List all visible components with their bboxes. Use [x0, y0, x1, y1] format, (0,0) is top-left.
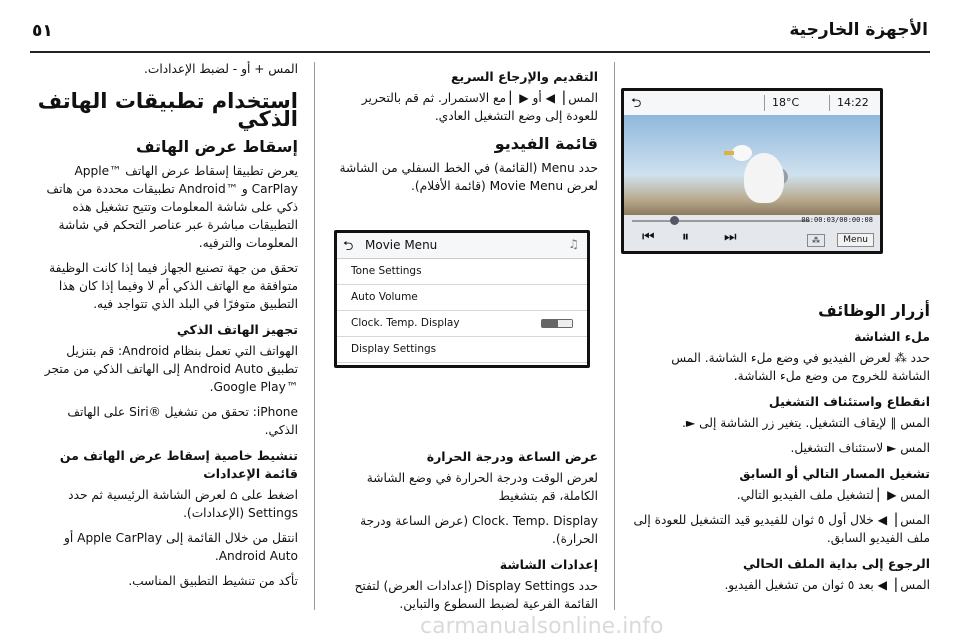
temperature: 18°C — [772, 96, 800, 109]
page-title: الأجهزة الخارجية — [789, 20, 928, 40]
section-heading: أزرار الوظائف — [818, 301, 930, 320]
pause-icon[interactable]: ⏸ — [682, 229, 689, 245]
subheading: إعدادات الشاشة — [499, 557, 598, 572]
paragraph: المس ∥ لإيقاف التشغيل. يتغير زر الشاشة إلى ►. — [682, 416, 930, 430]
clock-temp-toggle[interactable] — [541, 319, 573, 328]
main-heading: استخدام تطبيقات الهاتف الذكي — [37, 89, 298, 131]
watermark: carmanualsonline.info — [420, 614, 664, 639]
movie-menu-titlebar — [337, 233, 587, 259]
paragraph: تحقق من جهة تصنيع الجهاز فيما إذا كانت الوظيفة متوافقة مع الهاتف الذكي أم لا وفيما إذا كان هذا التطبيق متوفرًا في البلد الذي تتواجد فيه. — [49, 261, 298, 311]
column-divider-right — [614, 62, 615, 610]
status-bar — [624, 91, 880, 116]
paragraph: حدد ⁂ لعرض الفيديو في وضع ملء الشاشة. المس الشاشة للخروج من وضع ملء الشاشة. — [671, 351, 930, 383]
movie-menu-list — [337, 259, 587, 365]
subheading: تنشيط خاصية إسقاط عرض الهاتف من قائمة الإعدادات — [59, 448, 298, 481]
progress-bar[interactable] — [632, 220, 810, 222]
seagull-image — [744, 153, 784, 203]
video-player-screen — [621, 88, 883, 254]
header-rule — [30, 51, 930, 53]
paragraph: يعرض تطبيقا إسقاط عرض الهاتف ™Apple CarPlay و ™Android تطبيقات محددة من هاتف ذكي على شاشة المعلومات وتتيح تشغيل هذه التطبيقات مباشرة عبر عناصر التحكم في شاشة المعلومات والترفيه. — [46, 164, 298, 250]
middle-column-lower — [330, 440, 598, 620]
next-track-icon[interactable]: ⏭ — [724, 229, 737, 245]
paragraph: الهواتف التي تعمل بنظام Android: قم بتنزيل تطبيق Android Auto إلى الهاتف الذكي من متجر ™Google Play. — [44, 344, 298, 394]
paragraph: المس ▕◀ خلال أول ٥ ثوان للفيديو قيد التشغيل للعودة إلى ملف الفيديو السابق. — [633, 513, 930, 545]
left-column — [34, 60, 298, 597]
menu-item-clock-temp-display[interactable]: Clock. Temp. Display — [337, 311, 587, 337]
menu-button[interactable]: Menu — [837, 233, 874, 247]
paragraph: المس ▶▏ لتشغيل ملف الفيديو التالي. — [736, 488, 930, 502]
paragraph: iPhone: تحقق من تشغيل ®Siri على الهاتف الذكي. — [67, 405, 298, 437]
movie-menu-title: Movie Menu — [365, 238, 438, 252]
section-heading: قائمة الفيديو — [494, 134, 598, 153]
fullscreen-button[interactable]: ⁂ — [807, 234, 825, 247]
clock: 14:22 — [837, 96, 869, 109]
section-heading: إسقاط عرض الهاتف — [135, 137, 298, 156]
right-column — [633, 292, 930, 601]
paragraph: حدد Display Settings (إعدادات العرض) لتفتح القائمة الفرعية لضبط السطوع والتباين. — [354, 579, 598, 611]
subheading: عرض الساعة ودرجة الحرارة — [426, 449, 598, 464]
subheading: تجهيز الهاتف الذكي — [176, 322, 298, 337]
subheading: ملء الشاشة — [854, 329, 930, 344]
subheading: التقديم والإرجاع السريع — [450, 69, 598, 84]
paragraph: Clock. Temp. Display (عرض الساعة ودرجة الحرارة). — [360, 514, 598, 546]
paragraph: لعرض الوقت ودرجة الحرارة في وضع الشاشة الكاملة، قم بتشغيط — [366, 471, 598, 503]
back-icon[interactable]: ⮌ — [631, 96, 642, 111]
paragraph: انتقل من خلال القائمة إلى Apple CarPlay أو Android Auto. — [63, 531, 298, 563]
subheading: تشغيل المسار التالي أو السابق — [739, 466, 930, 481]
music-note-icon: ♫ — [568, 237, 579, 251]
menu-item-tone-settings[interactable]: Tone Settings — [337, 259, 587, 285]
paragraph: تأكد من تنشيط التطبيق المناسب. — [128, 574, 298, 588]
menu-item-display-settings[interactable]: Display Settings — [337, 337, 587, 363]
paragraph: المس + أو - لضبط الإعدادات. — [143, 62, 298, 76]
middle-column — [330, 60, 598, 202]
subheading: انقطاع واستئناف التشغيل — [768, 394, 930, 409]
previous-track-icon[interactable]: ⏮ — [642, 229, 655, 245]
movie-menu-screen — [334, 230, 590, 368]
paragraph: حدد Menu (القائمة) في الخط السفلي من الشاشة لعرض Movie Menu (قائمة الأفلام). — [339, 161, 598, 193]
paragraph: المس ► لاستئناف التشغيل. — [790, 441, 930, 455]
paragraph: المس ▕◀ أو ▶▏ مع الاستمرار. ثم قم بالتحرير للعودة إلى وضع التشغيل العادي. — [361, 91, 598, 123]
menu-item-auto-volume[interactable]: Auto Volume — [337, 285, 587, 311]
footer — [0, 610, 960, 642]
back-icon[interactable]: ⮌ — [343, 239, 354, 254]
subheading: الرجوع إلى بداية الملف الحالي — [742, 556, 930, 571]
page-number: ٥١ — [32, 21, 53, 41]
page-header — [0, 0, 960, 50]
paragraph: اضغط على ⌂ لعرض الشاشة الرئيسية ثم حدد Settings (الإعدادات). — [68, 488, 298, 520]
timecode: 00:00:03/00:00:08 — [801, 216, 873, 224]
column-divider-left — [314, 62, 315, 610]
paragraph: المس ▕◀ بعد ٥ ثوان من تشغيل الفيديو. — [724, 578, 930, 592]
progress-knob[interactable] — [670, 216, 679, 225]
video-frame — [624, 115, 880, 215]
